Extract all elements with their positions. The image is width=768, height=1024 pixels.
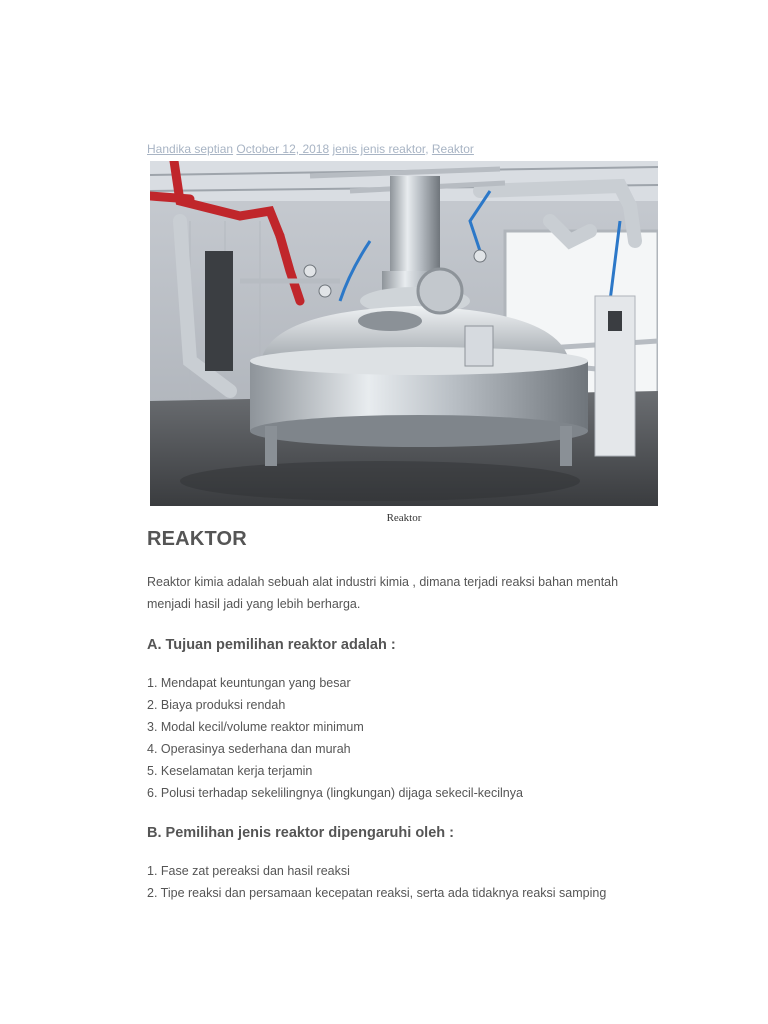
section-b-list (147, 860, 606, 904)
tag-link-jenis-reaktor[interactable]: jenis jenis reaktor (332, 142, 426, 156)
list-item: 2. Biaya produksi rendah (147, 698, 286, 712)
post-meta (147, 142, 474, 156)
tag-separator: , (425, 142, 429, 156)
reactor-illustration (150, 161, 658, 506)
tag-link-reaktor[interactable]: Reaktor (431, 142, 474, 156)
section-a-list (147, 672, 523, 804)
intro-paragraph: Reaktor kimia adalah sebuah alat industri kimia , dimana terjadi reaksi bahan mentah menjadi hasil jadi yang lebih berharga. (147, 575, 619, 611)
reactor-photo (150, 161, 658, 506)
author-link[interactable]: Handika septian (147, 142, 234, 156)
list-item: 2. Tipe reaksi dan persamaan kecepatan reaksi, serta ada tidaknya reaksi samping (147, 886, 607, 900)
list-item: 4. Operasinya sederhana dan murah (147, 742, 351, 756)
figure-caption: Reaktor (386, 512, 422, 524)
list-item: 3. Modal kecil/volume reaktor minimum (147, 720, 364, 734)
list-item: 5. Keselamatan kerja terjamin (147, 764, 313, 778)
section-b-heading: B. Pemilihan jenis reaktor dipengaruhi oleh : (147, 825, 454, 841)
list-item: 1. Mendapat keuntungan yang besar (147, 676, 351, 690)
list-item: 1. Fase zat pereaksi dan hasil reaksi (147, 864, 350, 878)
article-title: REAKTOR (147, 528, 247, 550)
section-a-heading: A. Tujuan pemilihan reaktor adalah : (147, 637, 396, 653)
date-link[interactable]: October 12, 2018 (236, 142, 330, 156)
list-item: 6. Polusi terhadap sekelilingnya (lingkungan) dijaga sekecil-kecilnya (147, 786, 523, 800)
